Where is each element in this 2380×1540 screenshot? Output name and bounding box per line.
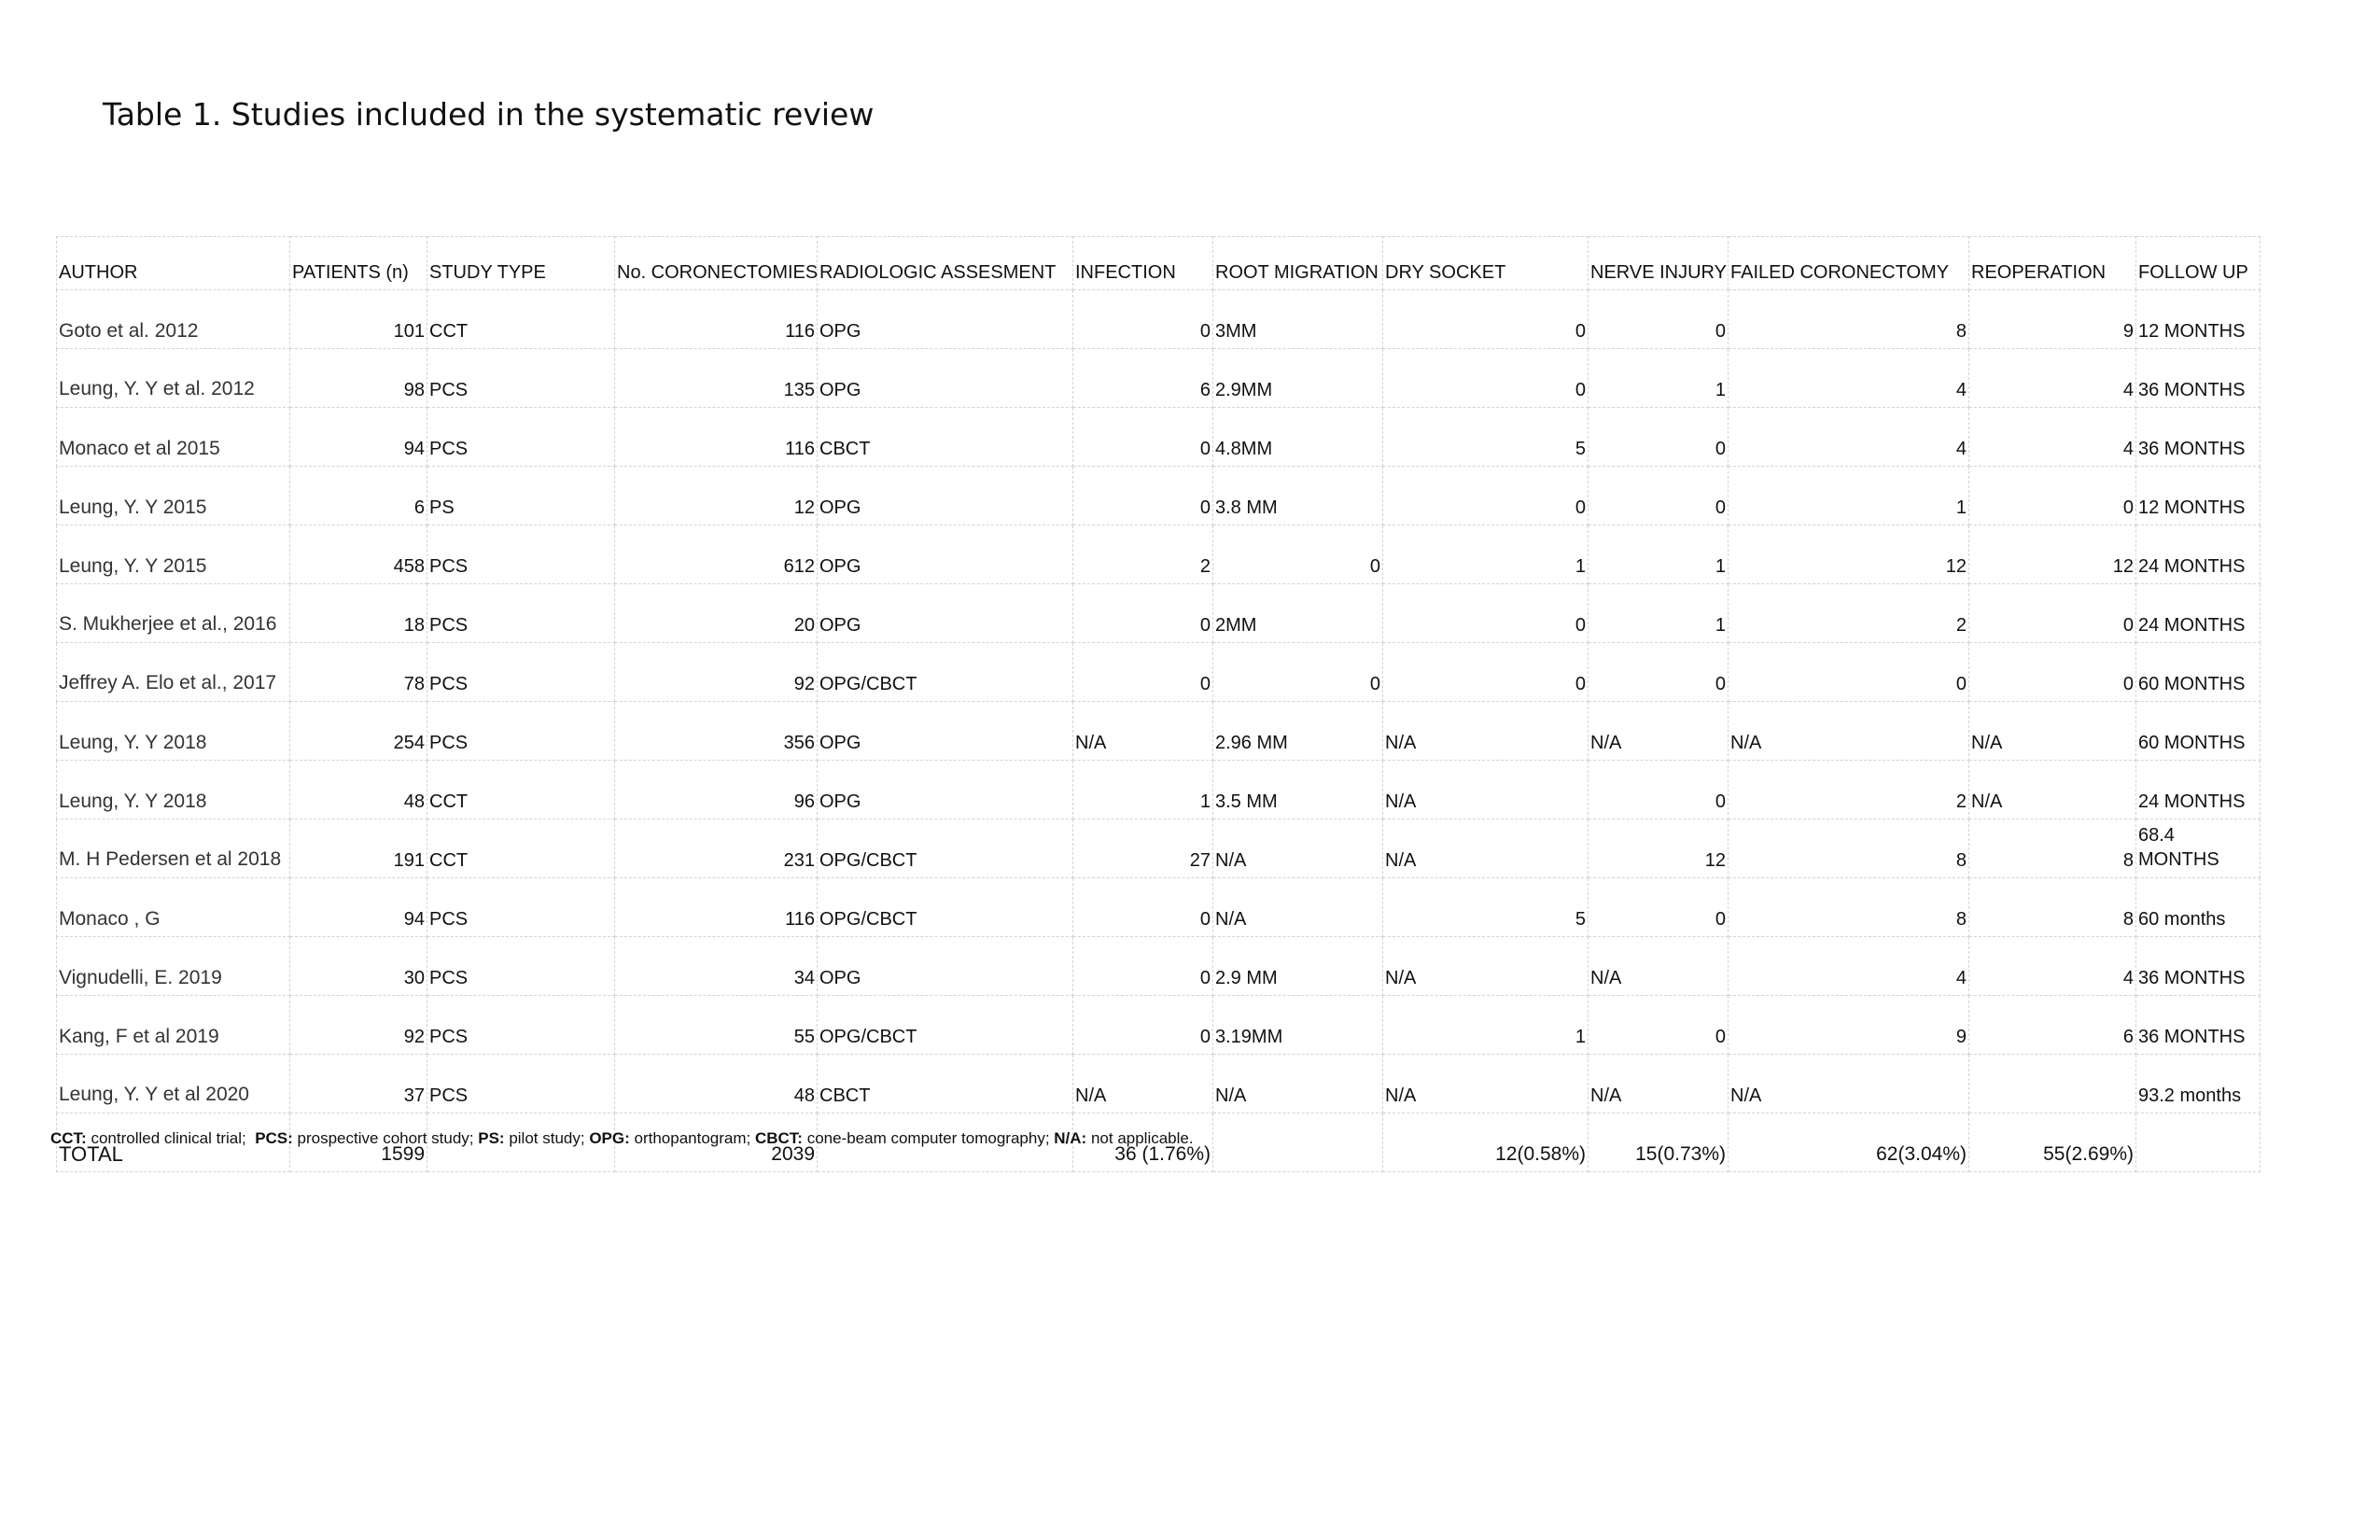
cell-nerve-injury: 1 bbox=[1589, 525, 1729, 584]
header-author: AUTHOR bbox=[57, 237, 290, 290]
cell-dry-socket: 0 bbox=[1383, 467, 1589, 525]
cell-follow-up: 36 MONTHS bbox=[2136, 408, 2261, 467]
total-reoperation: 55(2.69%) bbox=[1969, 1113, 2136, 1172]
cell-infection: 27 bbox=[1073, 819, 1213, 878]
cell-patients: 98 bbox=[290, 349, 427, 408]
table-row bbox=[57, 761, 2261, 819]
cell-follow-up: 93.2 months bbox=[2136, 1055, 2261, 1113]
cell-failed-coronectomy: 8 bbox=[1729, 878, 1969, 937]
cell-coronectomies: 92 bbox=[615, 643, 818, 702]
cell-coronectomies: 48 bbox=[615, 1055, 818, 1113]
cell-root-migration: 2.9MM bbox=[1213, 349, 1383, 408]
cell-nerve-injury: 0 bbox=[1589, 643, 1729, 702]
cell-nerve-injury: 0 bbox=[1589, 761, 1729, 819]
cell-author: Vignudelli, E. 2019 bbox=[57, 937, 290, 996]
total-nerve-injury: 15(0.73%) bbox=[1589, 1113, 1729, 1172]
total-coronectomies: 2039 bbox=[615, 1113, 818, 1172]
cell-follow-up: 24 MONTHS bbox=[2136, 525, 2261, 584]
cell-nerve-injury: 0 bbox=[1589, 408, 1729, 467]
cell-author: Goto et al. 2012 bbox=[57, 290, 290, 349]
cell-failed-coronectomy: 4 bbox=[1729, 937, 1969, 996]
cell-failed-coronectomy: 12 bbox=[1729, 525, 1969, 584]
cell-author: Leung, Y. Y et al. 2012 bbox=[57, 349, 290, 408]
cell-study-type: PCS bbox=[427, 525, 615, 584]
cell-failed-coronectomy: 4 bbox=[1729, 349, 1969, 408]
header-follow-up: FOLLOW UP bbox=[2136, 237, 2261, 290]
cell-nerve-injury: 0 bbox=[1589, 467, 1729, 525]
cell-follow-up: 24 MONTHS bbox=[2136, 584, 2261, 643]
cell-radiologic: OPG/CBCT bbox=[818, 819, 1073, 878]
cell-root-migration: 2.96 MM bbox=[1213, 702, 1383, 761]
cell-infection: 0 bbox=[1073, 937, 1213, 996]
footnote-abbr: PS: bbox=[478, 1129, 505, 1147]
cell-nerve-injury: 0 bbox=[1589, 878, 1729, 937]
cell-coronectomies: 55 bbox=[615, 996, 818, 1055]
cell-patients: 48 bbox=[290, 761, 427, 819]
cell-infection: 0 bbox=[1073, 878, 1213, 937]
cell-author: Monaco et al 2015 bbox=[57, 408, 290, 467]
cell-study-type: PCS bbox=[427, 408, 615, 467]
total-author: TOTAL bbox=[57, 1113, 290, 1172]
cell-coronectomies: 20 bbox=[615, 584, 818, 643]
cell-radiologic: OPG bbox=[818, 525, 1073, 584]
cell-author: Monaco , G bbox=[57, 878, 290, 937]
cell-patients: 92 bbox=[290, 996, 427, 1055]
cell-coronectomies: 356 bbox=[615, 702, 818, 761]
cell-coronectomies: 116 bbox=[615, 878, 818, 937]
table-row bbox=[57, 702, 2261, 761]
cell-follow-up: 12 MONTHS bbox=[2136, 290, 2261, 349]
cell-coronectomies: 116 bbox=[615, 290, 818, 349]
cell-failed-coronectomy: 8 bbox=[1729, 819, 1969, 878]
cell-failed-coronectomy: 2 bbox=[1729, 761, 1969, 819]
header-study-type: STUDY TYPE bbox=[427, 237, 615, 290]
cell-reoperation: 0 bbox=[1969, 467, 2136, 525]
cell-radiologic: OPG bbox=[818, 349, 1073, 408]
cell-radiologic: OPG/CBCT bbox=[818, 878, 1073, 937]
cell-radiologic: OPG/CBCT bbox=[818, 996, 1073, 1055]
cell-reoperation: 4 bbox=[1969, 349, 2136, 408]
table-body bbox=[57, 290, 2261, 1172]
cell-infection: 1 bbox=[1073, 761, 1213, 819]
cell-reoperation: 6 bbox=[1969, 996, 2136, 1055]
cell-patients: 94 bbox=[290, 878, 427, 937]
cell-dry-socket: N/A bbox=[1383, 819, 1589, 878]
header-radiologic: RADIOLOGIC ASSESMENT bbox=[818, 237, 1073, 290]
table-row bbox=[57, 819, 2261, 878]
cell-failed-coronectomy: N/A bbox=[1729, 702, 1969, 761]
cell-study-type: PCS bbox=[427, 349, 615, 408]
cell-failed-coronectomy: 1 bbox=[1729, 467, 1969, 525]
cell-study-type: PCS bbox=[427, 1055, 615, 1113]
cell-root-migration: N/A bbox=[1213, 1055, 1383, 1113]
footnote-abbr: CBCT: bbox=[754, 1129, 803, 1147]
cell-radiologic: OPG bbox=[818, 702, 1073, 761]
cell-nerve-injury: N/A bbox=[1589, 937, 1729, 996]
header-reoperation: REOPERATION bbox=[1969, 237, 2136, 290]
cell-coronectomies: 12 bbox=[615, 467, 818, 525]
cell-reoperation: 8 bbox=[1969, 878, 2136, 937]
table-row bbox=[57, 584, 2261, 643]
cell-infection: N/A bbox=[1073, 702, 1213, 761]
table-row bbox=[57, 349, 2261, 408]
cell-reoperation: 0 bbox=[1969, 584, 2136, 643]
cell-follow-up: 60 MONTHS bbox=[2136, 643, 2261, 702]
cell-study-type: PCS bbox=[427, 584, 615, 643]
footnote-text: prospective cohort study; bbox=[292, 1129, 479, 1147]
cell-follow-up: 24 MONTHS bbox=[2136, 761, 2261, 819]
cell-reoperation: 4 bbox=[1969, 408, 2136, 467]
cell-coronectomies: 612 bbox=[615, 525, 818, 584]
cell-infection: 0 bbox=[1073, 996, 1213, 1055]
footnote-text: controlled clinical trial; bbox=[86, 1129, 256, 1147]
header-root-migration: ROOT MIGRATION bbox=[1213, 237, 1383, 290]
total-dry-socket: 12(0.58%) bbox=[1383, 1113, 1589, 1172]
header-patients: PATIENTS (n) bbox=[290, 237, 427, 290]
cell-follow-up: 36 MONTHS bbox=[2136, 349, 2261, 408]
cell-coronectomies: 231 bbox=[615, 819, 818, 878]
footnote-text: not applicable. bbox=[1086, 1129, 1194, 1147]
footnote-abbr: CCT: bbox=[50, 1129, 87, 1147]
cell-radiologic: OPG bbox=[818, 937, 1073, 996]
cell-dry-socket: 1 bbox=[1383, 525, 1589, 584]
footnote-text: orthopantogram; bbox=[629, 1129, 755, 1147]
cell-nerve-injury: 0 bbox=[1589, 996, 1729, 1055]
total-follow-up bbox=[2136, 1113, 2261, 1172]
cell-follow-up: 12 MONTHS bbox=[2136, 467, 2261, 525]
cell-infection: N/A bbox=[1073, 1055, 1213, 1113]
cell-failed-coronectomy: 4 bbox=[1729, 408, 1969, 467]
cell-nerve-injury: 12 bbox=[1589, 819, 1729, 878]
header-nerve-injury: NERVE INJURY bbox=[1589, 237, 1729, 290]
cell-reoperation: 9 bbox=[1969, 290, 2136, 349]
cell-reoperation: N/A bbox=[1969, 761, 2136, 819]
cell-dry-socket: N/A bbox=[1383, 1055, 1589, 1113]
cell-reoperation: 4 bbox=[1969, 937, 2136, 996]
cell-patients: 458 bbox=[290, 525, 427, 584]
cell-infection: 0 bbox=[1073, 290, 1213, 349]
cell-follow-up: 60 months bbox=[2136, 878, 2261, 937]
cell-author: M. H Pedersen et al 2018 bbox=[57, 819, 290, 878]
cell-study-type: CCT bbox=[427, 290, 615, 349]
total-infection: 36 (1.76%) bbox=[1073, 1113, 1213, 1172]
table-row bbox=[57, 643, 2261, 702]
cell-infection: 2 bbox=[1073, 525, 1213, 584]
cell-author: Jeffrey A. Elo et al., 2017 bbox=[57, 643, 290, 702]
cell-patients: 191 bbox=[290, 819, 427, 878]
cell-study-type: CCT bbox=[427, 761, 615, 819]
cell-root-migration: 0 bbox=[1213, 643, 1383, 702]
cell-nerve-injury: 1 bbox=[1589, 349, 1729, 408]
cell-reoperation: N/A bbox=[1969, 702, 2136, 761]
cell-follow-up: 60 MONTHS bbox=[2136, 702, 2261, 761]
cell-radiologic: CBCT bbox=[818, 1055, 1073, 1113]
footnote-text: pilot study; bbox=[504, 1129, 590, 1147]
cell-root-migration: 2MM bbox=[1213, 584, 1383, 643]
header-row bbox=[57, 237, 2261, 290]
footnote-abbr: N/A: bbox=[1054, 1129, 1087, 1147]
footnote-abbr: PCS: bbox=[255, 1129, 293, 1147]
cell-dry-socket: 5 bbox=[1383, 408, 1589, 467]
cell-reoperation: 0 bbox=[1969, 643, 2136, 702]
cell-root-migration: 0 bbox=[1213, 525, 1383, 584]
cell-coronectomies: 135 bbox=[615, 349, 818, 408]
table-row bbox=[57, 408, 2261, 467]
cell-follow-up: 36 MONTHS bbox=[2136, 996, 2261, 1055]
table-row bbox=[57, 525, 2261, 584]
cell-root-migration: 4.8MM bbox=[1213, 408, 1383, 467]
header-infection: INFECTION bbox=[1073, 237, 1213, 290]
cell-root-migration: 2.9 MM bbox=[1213, 937, 1383, 996]
cell-patients: 94 bbox=[290, 408, 427, 467]
total-root-migration bbox=[1213, 1113, 1383, 1172]
cell-study-type: PCS bbox=[427, 937, 615, 996]
cell-failed-coronectomy: 2 bbox=[1729, 584, 1969, 643]
cell-failed-coronectomy: 8 bbox=[1729, 290, 1969, 349]
cell-dry-socket: 1 bbox=[1383, 996, 1589, 1055]
cell-radiologic: CBCT bbox=[818, 408, 1073, 467]
cell-root-migration: 3MM bbox=[1213, 290, 1383, 349]
cell-root-migration: N/A bbox=[1213, 878, 1383, 937]
cell-dry-socket: 0 bbox=[1383, 290, 1589, 349]
table-row bbox=[57, 937, 2261, 996]
cell-author: Leung, Y. Y 2015 bbox=[57, 467, 290, 525]
cell-patients: 18 bbox=[290, 584, 427, 643]
header-coronectomies: No. CORONECTOMIES bbox=[615, 237, 818, 290]
cell-follow-up: 68.4 MONTHS bbox=[2136, 819, 2261, 878]
cell-infection: 0 bbox=[1073, 467, 1213, 525]
cell-failed-coronectomy: 0 bbox=[1729, 643, 1969, 702]
cell-study-type: CCT bbox=[427, 819, 615, 878]
table-row bbox=[57, 878, 2261, 937]
cell-author: Leung, Y. Y 2018 bbox=[57, 761, 290, 819]
cell-dry-socket: 5 bbox=[1383, 878, 1589, 937]
cell-author: Kang, F et al 2019 bbox=[57, 996, 290, 1055]
footnote-text: cone-beam computer tomography; bbox=[802, 1129, 1055, 1147]
cell-follow-up: 36 MONTHS bbox=[2136, 937, 2261, 996]
cell-dry-socket: 0 bbox=[1383, 349, 1589, 408]
cell-infection: 0 bbox=[1073, 584, 1213, 643]
cell-patients: 30 bbox=[290, 937, 427, 996]
cell-radiologic: OPG bbox=[818, 467, 1073, 525]
cell-infection: 0 bbox=[1073, 408, 1213, 467]
abbreviations-footnote bbox=[50, 1129, 1194, 1148]
cell-coronectomies: 96 bbox=[615, 761, 818, 819]
cell-dry-socket: 0 bbox=[1383, 643, 1589, 702]
cell-nerve-injury: N/A bbox=[1589, 702, 1729, 761]
cell-author: Leung, Y. Y 2015 bbox=[57, 525, 290, 584]
page-title: Table 1. Studies included in the systematic review bbox=[103, 96, 875, 133]
cell-root-migration: 3.19MM bbox=[1213, 996, 1383, 1055]
cell-dry-socket: N/A bbox=[1383, 937, 1589, 996]
header-failed-coronectomy: FAILED CORONECTOMY bbox=[1729, 237, 1969, 290]
cell-coronectomies: 34 bbox=[615, 937, 818, 996]
cell-reoperation bbox=[1969, 1055, 2136, 1113]
cell-study-type: PCS bbox=[427, 878, 615, 937]
cell-root-migration: 3.5 MM bbox=[1213, 761, 1383, 819]
cell-nerve-injury: 1 bbox=[1589, 584, 1729, 643]
cell-infection: 0 bbox=[1073, 643, 1213, 702]
cell-failed-coronectomy: N/A bbox=[1729, 1055, 1969, 1113]
cell-patients: 37 bbox=[290, 1055, 427, 1113]
cell-study-type: PCS bbox=[427, 996, 615, 1055]
cell-patients: 6 bbox=[290, 467, 427, 525]
header-dry-socket: DRY SOCKET bbox=[1383, 237, 1589, 290]
cell-dry-socket: N/A bbox=[1383, 702, 1589, 761]
cell-dry-socket: 0 bbox=[1383, 584, 1589, 643]
cell-infection: 6 bbox=[1073, 349, 1213, 408]
cell-study-type: PS bbox=[427, 467, 615, 525]
studies-table bbox=[56, 236, 2261, 1172]
cell-study-type: PCS bbox=[427, 702, 615, 761]
table-row bbox=[57, 467, 2261, 525]
cell-author: Leung, Y. Y et al 2020 bbox=[57, 1055, 290, 1113]
cell-patients: 254 bbox=[290, 702, 427, 761]
cell-author: S. Mukherjee et al., 2016 bbox=[57, 584, 290, 643]
cell-radiologic: OPG/CBCT bbox=[818, 643, 1073, 702]
cell-radiologic: OPG bbox=[818, 761, 1073, 819]
cell-root-migration: N/A bbox=[1213, 819, 1383, 878]
total-failed-coronectomy: 62(3.04%) bbox=[1729, 1113, 1969, 1172]
cell-nerve-injury: 0 bbox=[1589, 290, 1729, 349]
cell-reoperation: 12 bbox=[1969, 525, 2136, 584]
cell-dry-socket: N/A bbox=[1383, 761, 1589, 819]
cell-author: Leung, Y. Y 2018 bbox=[57, 702, 290, 761]
cell-patients: 101 bbox=[290, 290, 427, 349]
cell-root-migration: 3.8 MM bbox=[1213, 467, 1383, 525]
cell-coronectomies: 116 bbox=[615, 408, 818, 467]
cell-nerve-injury: N/A bbox=[1589, 1055, 1729, 1113]
footnote-abbr: OPG: bbox=[589, 1129, 630, 1147]
table-row bbox=[57, 290, 2261, 349]
cell-patients: 78 bbox=[290, 643, 427, 702]
table-row bbox=[57, 1055, 2261, 1113]
cell-study-type: PCS bbox=[427, 643, 615, 702]
cell-radiologic: OPG bbox=[818, 584, 1073, 643]
cell-radiologic: OPG bbox=[818, 290, 1073, 349]
cell-reoperation: 8 bbox=[1969, 819, 2136, 878]
table-row bbox=[57, 996, 2261, 1055]
cell-failed-coronectomy: 9 bbox=[1729, 996, 1969, 1055]
total-patients: 1599 bbox=[290, 1113, 427, 1172]
